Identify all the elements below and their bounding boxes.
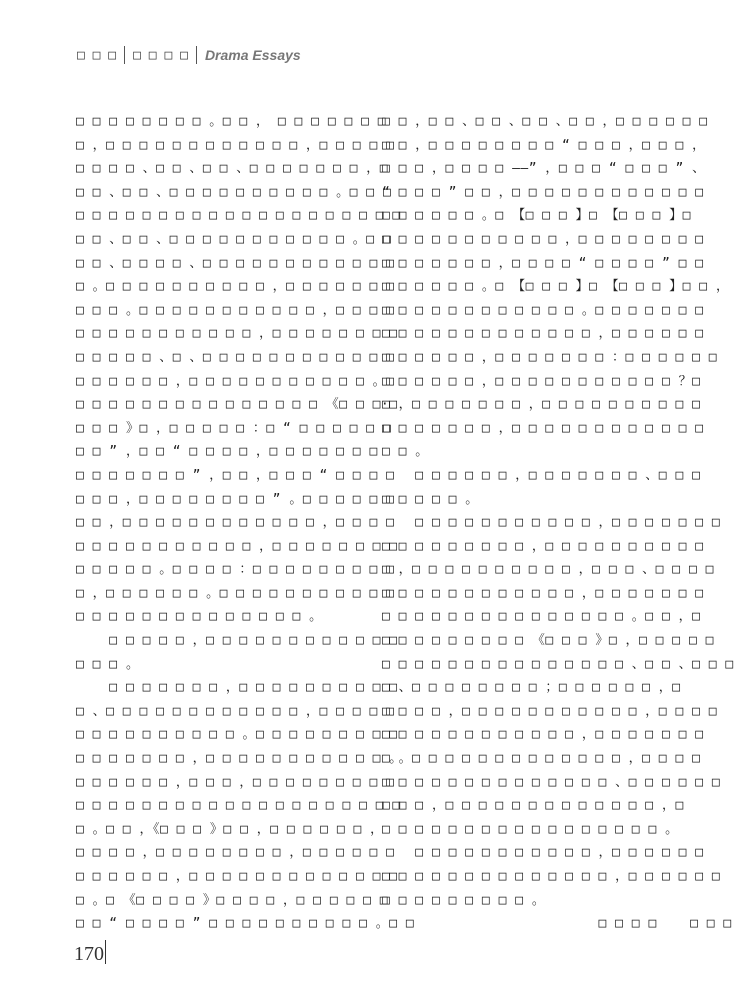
text-line: □ □ □ ，□ □ □ □ □ □ □ □ □ □ □ □ □ ，□ [382, 798, 684, 814]
header-divider [124, 46, 125, 64]
text-line: □ □ □ □ □ □ □ □ □ □ □ ，□ □ □ □ □ □ □ □ [382, 231, 704, 247]
text-line: □ □ □ ，□ □ □ □ ——” ，□ □ □ “ □ □ □ ” 、 [382, 161, 706, 177]
text-line: □ □ □ □ 、□ □ 、□ □ 、□ □ □ □ □ □ □ ，□ [76, 161, 389, 177]
text-line: □ □ □ □ □ □ □ □ □ 。 [382, 892, 546, 908]
text-line: □ □ □ □ □ □ □ ，□ □ □ □ □ □ □ □ □ □ □ □ [382, 420, 704, 436]
text-line: □ □ □ □ □ □ □ □ □ □ □ ，□ □ □ □ □ □ □ □ [76, 326, 398, 342]
text-line: □ □ □ □ □ □ ，□ □ □ □ □ □ □ 、□ □ □ [382, 467, 701, 483]
text-line: □ □ □ □ □ □ □ □ □ ，□ □ □ □ □ □ □ □ □ □ [382, 538, 704, 554]
text-line: □ □ ，□ □ 、□ □ 、□ □ 、□ □ ，□ □ □ □ □ □ [382, 114, 708, 129]
text-line: □ ，□ □ □ □ □ □ □ □ □ □ ，□ □ □ 、□ □ □ □ [382, 562, 714, 578]
text-line: □ □ □ □ □ □ 。□ 【□ □ □ 】□ 【□ □ □ 】□ [382, 208, 691, 224]
header-segment-1: □ □ □ [77, 47, 117, 63]
text-line: □ □ 、□ □ 、□ □ □ □ □ □ □ □ □ □ □ 。□ □ [76, 231, 392, 247]
text-line: □ □ □ □ □ □ □ □ □ □ □ ，□ □ □ □ □ □ □ [382, 515, 721, 531]
text-line: □ ，□ □ □ □ □ □ □ ，□ □ □ □ □ □ □ □ □ □ [382, 397, 701, 413]
header-divider [196, 46, 197, 64]
text-line: □ 、□ □ □ □ □ □ □ □ □ □ □ □ ，□ □ □ □ □ [76, 703, 395, 719]
text-line: “ □ □ □ ” □ □ ，□ □ □ □ □ □ □ □ □ □ □ □ [382, 184, 704, 200]
left-text-column [76, 110, 415, 936]
text-line: □ □ 、□ □ 、□ □ □ □ □ □ □ □ □ □ 。□ □ □ [76, 184, 392, 200]
text-line: □ □ □ □ □ □ □ □ □ □ 。□ □ □ □ □ □ □ □ □ [76, 727, 398, 743]
text-line: □ □ □ □ □ □ ，□ □ □ □ □ □ □ □ □ □ □ □ □ [76, 869, 398, 884]
header-english-title: Drama Essays [204, 47, 301, 63]
text-line: □ □ □ □ □ □ □ □ □ □ □ □ □ □ 。 [76, 609, 323, 625]
text-line: □ □ □ □ □ □ □ □ □ □ □ □ □ □ □ 《□ □ □·□ [76, 397, 398, 413]
text-line: □ □ □ □ □ □ □ □ □ □ □ □ □ □ 、□ □ □ □ □ □ [382, 774, 721, 790]
text-line: □ 。□ □ ，《□ □ □ 》□ □ ，□ □ □ □ □ □ ， [76, 821, 384, 837]
text-line: □ □ □ □ □ ，□ □ □ □ □ □ □ □ □ □ □ □ [76, 633, 398, 649]
text-line: □ 。□ □ □ □ □ □ □ □ □ □ ，□ □ □ □ □ □ □ [76, 279, 395, 295]
text-line: □ □ □ □ □ □ ，□ □ □ □ □ □ □ ：□ □ □ □ □ □ [382, 349, 718, 365]
text-line: □ □ □ □ □ □ ，□ □ □ □ □ □ □ □ □ □ □ 。□ [76, 373, 395, 389]
text-line: □ □ □ □ □ □ □ □ □ □ □ □ □ □ □ □ □ □ □ □ [76, 208, 401, 224]
text-line: □ □ □ □ □ □ □ □ □ □ □ □ □ □ ，□ □ □ □ □ □ [382, 869, 721, 884]
text-line: □ 。□ □ □ □ □ □ □ □ □ □ □ □ □ ，□ □ □ □ [382, 751, 701, 767]
text-line: □ ，□ □ □ □ □ □ □ □ □ □ □ □ ，□ □ □ □ □ [76, 137, 395, 153]
page-number: 170 [74, 943, 104, 965]
text-line: □ □ □ □ □ □ 。□ 【□ □ □ 】□ 【□ □ □ 】□ □ ， [382, 279, 730, 295]
text-line: □ □ □ □ □ 、□ 、□ □ □ □ □ □ □ □ □ □ □ □ [76, 349, 395, 365]
text-line: □ □ □ 。□ □ □ □ □ □ □ □ □ □ □ ，□ □ □ □ [76, 302, 395, 318]
text-line: □ □ □ □ □ □ □ □ 。□ □ ， □ □ □ □ □ □ □ [76, 114, 387, 129]
text-line: □ □ □ □ □ □ □ □ □ □ □ ，□ □ □ □ □ □ [382, 845, 704, 861]
text-line: □ □ □ □ □ □ □ □ □ □ □ □ □ □ □ 。□ □ ，□ [382, 609, 701, 625]
text-line: □ 、□ □ □ □ □ □ □ □ ；□ □ □ □ □ □ ，□ [382, 680, 681, 696]
text-line: □ □ □ □ ，□ □ □ □ □ □ □ □ □ □ □ ，□ □ □ □ [382, 703, 718, 719]
text-line: □ □ ，□ □ □ □ □ □ □ □ “ □ □ □ ，□ □ □ ， [382, 137, 706, 153]
text-line: □ □ “ □ □ □ □ ” □ □ □ □ □ □ □ □ □ □ 。□ □ [76, 916, 415, 932]
text-line: □ □ □ □ □ □ ，□ □ □ ，□ □ □ □ □ □ □ □ □ [76, 774, 395, 790]
text-line: □ □ □ □ □ 。□ □ □ □ ：□ □ □ □ □ □ □ □ □ [76, 562, 395, 578]
text-line: □ □ □ ，□ □ □ □ □ □ □ □ ” 。□ □ □ □ □ □ [76, 491, 395, 507]
text-line: □ □ □ □ □ □ ，□ □ □ □ □ □ □ □ □ □ □ ？□ [382, 373, 701, 389]
text-line: □ □ □ □ □ □ □ □ □ □ □ □ □ ，□ □ □ □ □ □ [382, 326, 704, 342]
text-line: □ □ □ □ □ □ □ □ □ 《□ □ □ 》□ ，□ □ □ □ □ [382, 633, 714, 649]
right-text-column [382, 110, 734, 936]
text-line: □ □ 、□ □ □ □ 、□ □ □ □ □ □ □ □ □ □ □ □ [76, 255, 395, 271]
text-line: □ □ □ □ □ □ □ □ □ □ □ □ ，□ □ □ □ □ □ □ [382, 585, 704, 601]
text-line: □ □ □ □ □ □ □ □ □ □ □ ，□ □ □ □ □ □ □ □ [76, 538, 398, 554]
text-line: □ □ □ □ □ □ □ ” ，□ □ ，□ □ □ “ □ □ □ □ [76, 467, 395, 483]
text-line: □ 。□ 《□ □ □ □ 》□ □ □ □ ，□ □ □ □ □ □ [76, 892, 389, 908]
header-segment-2: □ □ □ □ [133, 47, 188, 63]
text-line: □ □ □ □ □ □ □ □ □ □ □ □ 。□ □ □ □ □ □ □ [382, 302, 704, 318]
text-line: □ □ □ □ □ □ □ □ □ □ □ □ ，□ □ □ □ □ □ □ [382, 727, 704, 743]
text-line: □ □ □ □ □ □ □ ，□ □ □ □ “ □ □ □ □ ” □ □ [382, 255, 704, 271]
text-line: □ □ ” ，□ □ “ □ □ □ □ ，□ □ □ □ □ □ □ [76, 444, 378, 460]
text-line: □ □ 。 [382, 444, 429, 460]
text-line: □ ，□ □ □ □ □ □ 。□ □ □ □ □ □ □ □ □ □ □ [76, 585, 395, 601]
text-line: □ □ □ 。 [76, 656, 140, 672]
page-number-divider [105, 940, 106, 964]
text-line: □ □ □ □ □ □ □ ，□ □ □ □ □ □ □ □ □ □ [76, 680, 398, 696]
text-line: □ □ □ □ ，□ □ □ □ □ □ □ □ ，□ □ □ □ □ □ [76, 845, 395, 861]
text-line: □ □ □ □ □ 。 [382, 491, 479, 507]
text-line: □ □ □ □ □ □ □ [382, 916, 732, 932]
text-line: □ □ ，□ □ □ □ □ □ □ □ □ □ □ □ ，□ □ □ □ [76, 515, 395, 531]
text-line: □ □ □ □ □ □ □ □ □ □ □ □ □ □ □ 、□ □ 、□ □ □ [382, 656, 734, 672]
text-line: □ □ □ □ □ □ □ □ □ □ □ □ □ □ □ □ □ 。 [382, 821, 679, 837]
text-line: □ □ □ □ □ □ □ ，□ □ □ □ □ □ □ □ □ □ □ 。 [76, 751, 403, 767]
text-line: □ □ □ □ □ □ □ □ □ □ □ □ □ □ □ □ □ □ □ □ [76, 798, 401, 814]
running-header [77, 45, 301, 65]
text-line: □ □ □ 》□ ，□ □ □ □ □ ：□ “ □ □ □ □ □ □ [76, 420, 392, 436]
